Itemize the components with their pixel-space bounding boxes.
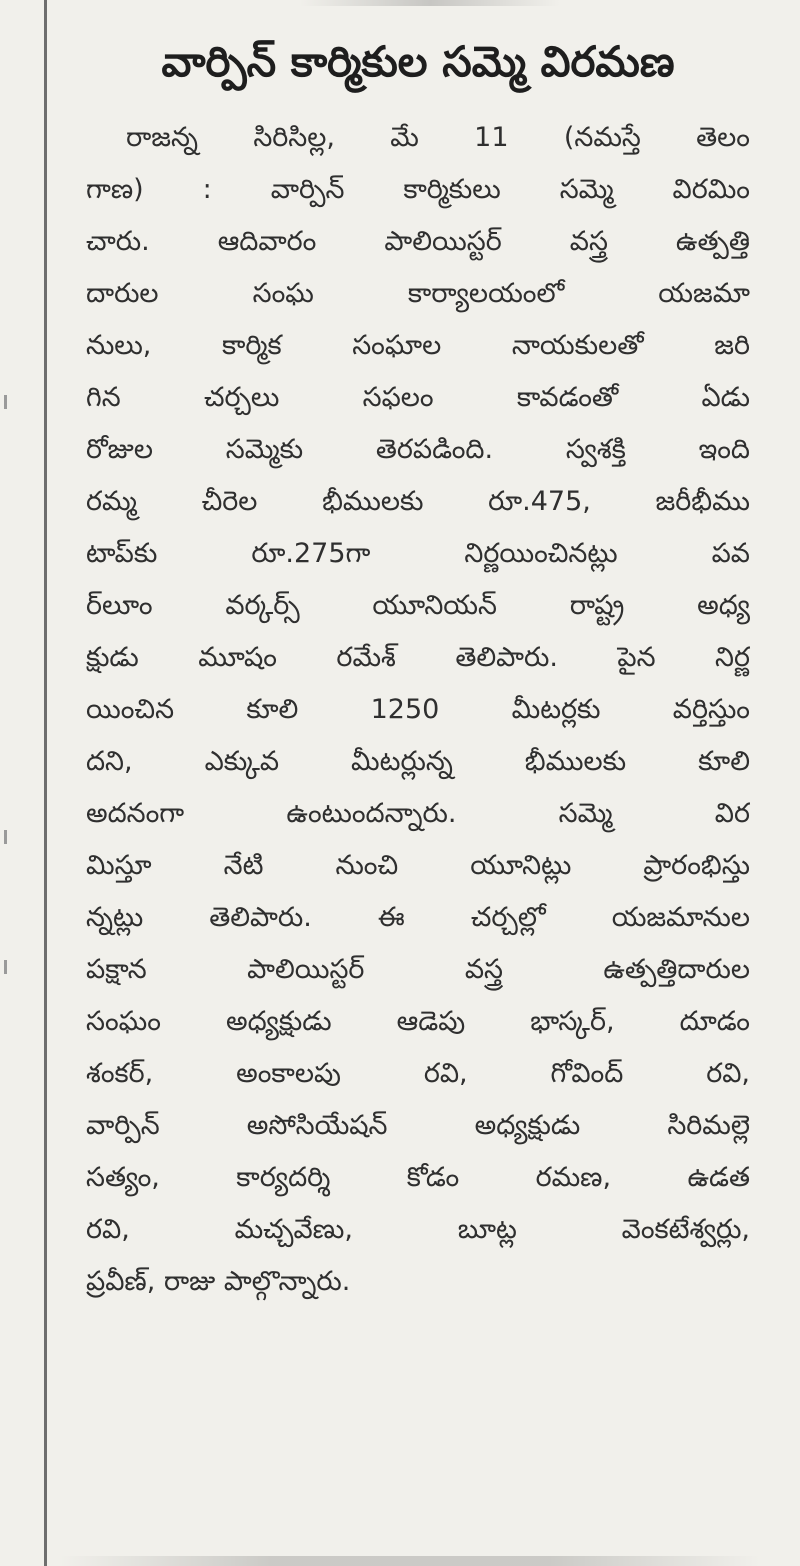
article-line: గిన చర్చలు సఫలం కావడంతో ఏడు bbox=[86, 382, 750, 413]
article-line: రమ్మ చీరెల భీములకు రూ.475, జరీభీము bbox=[86, 486, 750, 517]
article-line: యించిన కూలి 1250 మీటర్లకు వర్తిస్తుం bbox=[86, 694, 750, 725]
article-line: న్నట్లు తెలిపారు. ఈ చర్చల్లో యజమానుల bbox=[86, 902, 750, 933]
article-line: ర్‌లూం వర్కర్స్ యూనియన్ రాష్ట్ర అధ్య bbox=[86, 590, 750, 621]
article-line: మిస్తూ నేటి నుంచి యూనిట్లు ప్రారంభిస్తు bbox=[86, 850, 750, 881]
article-line: వార్పిన్ అసోసియేషన్ అధ్యక్షుడు సిరిమల్లె bbox=[86, 1110, 750, 1141]
article-line: సత్యం, కార్యదర్శి కోడం రమణ, ఉడత bbox=[86, 1162, 750, 1193]
article-headline: వార్పిన్ కార్మికుల సమ్మె విరమణ bbox=[161, 37, 675, 86]
article-line: ప్రవీణ్, రాజు పాల్గొన్నారు. bbox=[86, 1266, 351, 1297]
bottom-edge-smudge bbox=[60, 1556, 760, 1566]
article-line: నులు, కార్మిక సంఘాల నాయకులతో జరి bbox=[86, 330, 750, 361]
article-line: రోజుల సమ్మెకు తెరపడింది. స్వశక్తి ఇంది bbox=[86, 434, 750, 465]
column-divider-rule bbox=[44, 0, 47, 1566]
article-body bbox=[86, 112, 750, 1308]
article-line: రాజన్న సిరిసిల్ల, మే 11 (నమస్తే తెలం bbox=[126, 122, 750, 153]
article-line: సంఘం అధ్యక్షుడు ఆడెపు భాస్కర్, దూడం bbox=[86, 1006, 750, 1037]
news-article bbox=[86, 30, 750, 1308]
top-edge-smudge bbox=[300, 0, 560, 6]
article-line: దని, ఎక్కువ మీటర్లున్న భీములకు కూలి bbox=[86, 746, 750, 777]
edge-mark bbox=[4, 960, 7, 974]
article-line: అదనంగా ఉంటుందన్నారు. సమ్మె విర bbox=[86, 798, 750, 829]
article-line: గాణ) : వార్పిన్ కార్మికులు సమ్మె విరమిం bbox=[86, 174, 750, 205]
article-line: టాప్‌కు రూ.275గా నిర్ణయించినట్లు పవ bbox=[86, 538, 750, 569]
article-line: పక్షాన పాలియిస్టర్ వస్త్ర ఉత్పత్తిదారుల bbox=[86, 954, 750, 985]
article-line: దారుల సంఘ కార్యాలయంలో యజమా bbox=[86, 278, 750, 309]
edge-mark bbox=[4, 830, 7, 844]
article-line: శంకర్, అంకాలపు రవి, గోవింద్ రవి, bbox=[86, 1058, 750, 1089]
article-line: చారు. ఆదివారం పాలియిస్టర్ వస్త్ర ఉత్పత్తి bbox=[86, 226, 750, 257]
article-line: రవి, మచ్చవేణు, బూట్ల వెంకటేశ్వర్లు, bbox=[86, 1214, 750, 1245]
article-line: క్షుడు మూషం రమేశ్ తెలిపారు. పైన నిర్ణ bbox=[86, 642, 750, 673]
edge-mark bbox=[4, 395, 7, 409]
